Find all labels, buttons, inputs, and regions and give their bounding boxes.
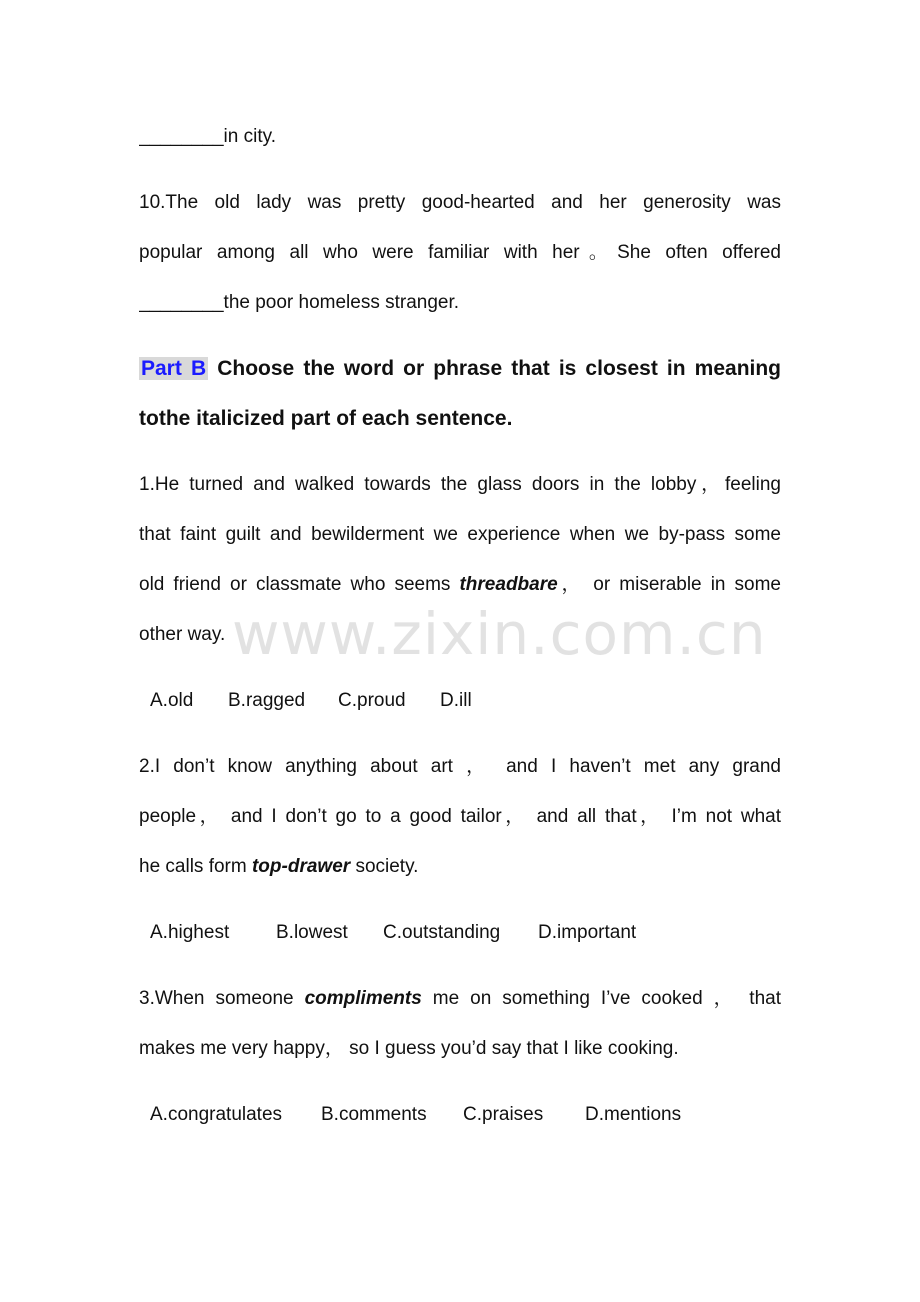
b1-line-3-pre: old friend or classmate who seems (139, 574, 460, 595)
b3-option-c: C.praises (463, 1104, 544, 1125)
b2-line-2: people， and I don’t go to a good tailor， and all that， I’m not what (139, 806, 781, 827)
b1-option-d: D.ill (440, 690, 472, 711)
b1-line-3 (139, 572, 781, 598)
b1-keyword: threadbare (459, 574, 558, 595)
b1-line-1: 1.He turned and walked towards the glass doors in the lobby，feeling (139, 474, 781, 495)
b2-line-3 (139, 854, 781, 880)
b1-option-c: C.proud (338, 690, 406, 711)
b3-option-a: A.congratulates (150, 1104, 283, 1125)
b3-options (150, 1102, 681, 1128)
b2-option-c: C.outstanding (383, 922, 501, 943)
b1-line-2: that faint guilt and bewilderment we experience when we by-pass some (139, 524, 781, 545)
q10-line-3: ________the poor homeless stranger. (139, 292, 460, 313)
q9-tail: ________in city. (139, 126, 276, 147)
b2-option-d: D.important (538, 922, 637, 943)
b2-line-1: 2.I don’t know anything about art ， and I haven’t met any grand (139, 756, 781, 777)
b1-line-4: other way. (139, 624, 226, 645)
part-b-heading-line-1 (139, 356, 781, 382)
b2-line-3-pre: he calls form (139, 856, 252, 877)
b1-option-a: A.old (150, 690, 194, 711)
part-b-label: Part B (141, 357, 207, 380)
b1-line-3-post: ， or miserable in some (557, 574, 781, 595)
watermark: www.zixin.com.cn (232, 600, 767, 668)
part-b-heading-line-2: tothe italicized part of each sentence. (139, 407, 513, 430)
b3-keyword: compliments (304, 988, 422, 1009)
b3-line-2: makes me very happy， so I guess you’d say that I like cooking. (139, 1038, 679, 1059)
b2-options (150, 920, 636, 946)
b1-options (150, 688, 472, 714)
part-b-instruction-1: Choose the word or phrase that is closest in meaning (217, 357, 781, 380)
b3-option-b: B.comments (321, 1104, 427, 1125)
b2-keyword: top-drawer (251, 856, 351, 877)
b2-option-b: B.lowest (276, 922, 348, 943)
b2-line-3-post: society. (350, 856, 419, 877)
b3-line-1-post: me on something I’ve cooked ， that (421, 988, 781, 1009)
b3-line-1 (139, 986, 781, 1012)
b3-line-1-pre: 3.When someone (139, 988, 305, 1009)
b3-option-d: D.mentions (585, 1104, 682, 1125)
q10-line-1: 10.The old lady was pretty good-hearted and her generosity was (139, 192, 781, 213)
b2-option-a: A.highest (150, 922, 230, 943)
q10-line-2: popular among all who were familiar with her。She often offered (139, 242, 781, 263)
b1-option-b: B.ragged (228, 690, 306, 711)
